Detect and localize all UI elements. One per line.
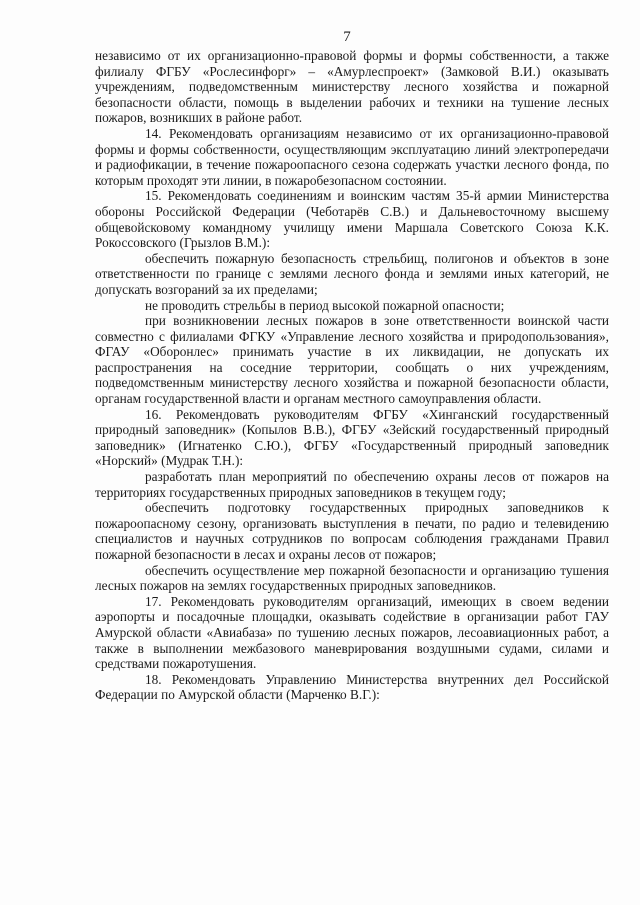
paragraph-item-15: 15. Рекомендовать соединениям и воинским частям 35-й армии Министерства обороны Российской Федерации (Чеботарёв С.В.) и Дальневосточному высшему общевойсковому командному училищу имени Маршала Советского Союза К.К. Рокоссовского (Грызлов В.М.): xyxy=(95,188,609,251)
paragraph-item-18: 18. Рекомендовать Управлению Министерства внутренних дел Российской Федерации по Амурской области (Марченко В.Г.): xyxy=(95,671,609,703)
paragraph-item-16-preparation: обеспечить подготовку государственных природных заповедников к пожароопасному сезону, организовать выступления в печати, по радио и телевидению специалистов и научных сотрудников по вопросам соблюдения гражданами Правил пожарной безопасности в лесах и охраны лесов от пожаров; xyxy=(95,500,609,562)
paragraph-item-15-fire-response: при возникновении лесных пожаров в зоне ответственности воинской части совместно с филиалами ФГКУ «Управление лесного хозяйства и природопользования», ФГАУ «Оборонлес» принимать участие в их ликвидации, не допускать их распространения на соседние территории, сообщать о них учреждениям, подведомственным министерству лесного хозяйства и пожарной безопасности области, органам государственной власти и органам местного самоуправления области. xyxy=(95,313,609,407)
page-number: 7 xyxy=(343,29,351,45)
paragraph-item-14: 14. Рекомендовать организациям независимо от их организационно-правовой формы и формы собственности, осуществляющим эксплуатацию линий электропередачи и радиофикации, в течение пожароопасного сезона содержать участки лесного фонда, по которым проходят эти линии, в пожаробезопасном состоянии. xyxy=(95,125,609,188)
paragraph-continuation: независимо от их организационно-правовой формы и формы собственности, а также филиалу ФГБУ «Рослесинфорг» – «Амурлеспроект» (Замковой В.И.) оказывать учреждениям, подведомственным министерству лесного хозяйства и пожарной безопасности области, помощь в выделении рабочих и техники на тушение лесных пожаров, возникших в районе работ. xyxy=(95,48,609,126)
paragraph-item-17: 17. Рекомендовать руководителям организаций, имеющих в своем ведении аэропорты и посадочные площадки, оказывать содействие в организации работ ГАУ Амурской области «Авиабаза» по тушению лесных пожаров, лесоавиационных работ, а также в выполнении межбазового маневрирования воздушными судами, силами и средствами пожаротушения. xyxy=(95,593,609,672)
paragraph-item-16-measures: обеспечить осуществление мер пожарной безопасности и организацию тушения лесных пожаров на землях государственных природных заповедников. xyxy=(95,562,609,594)
paragraph-item-16: 16. Рекомендовать руководителям ФГБУ «Хинганский государственный природный заповедник» (Копылов В.В.), ФГБУ «Зейский государственный природный заповедник» (Игнатенко С.Ю.), ФГБУ «Государственный природный заповедник «Норский» (Мудрак Т.Н.): xyxy=(95,406,609,469)
paragraph-item-15-ensure-safety: обеспечить пожарную безопасность стрельбищ, полигонов и объектов в зоне ответственности по границе с землями лесного фонда и землями иных категорий, не допускать возгораний за их пределами; xyxy=(95,250,609,297)
paragraph-item-16-plan: разработать план мероприятий по обеспечению охраны лесов от пожаров на территориях государственных природных заповедников в текущем году; xyxy=(95,469,609,500)
paragraph-item-15-no-firing: не проводить стрельбы в период высокой пожарной опасности; xyxy=(145,297,505,313)
